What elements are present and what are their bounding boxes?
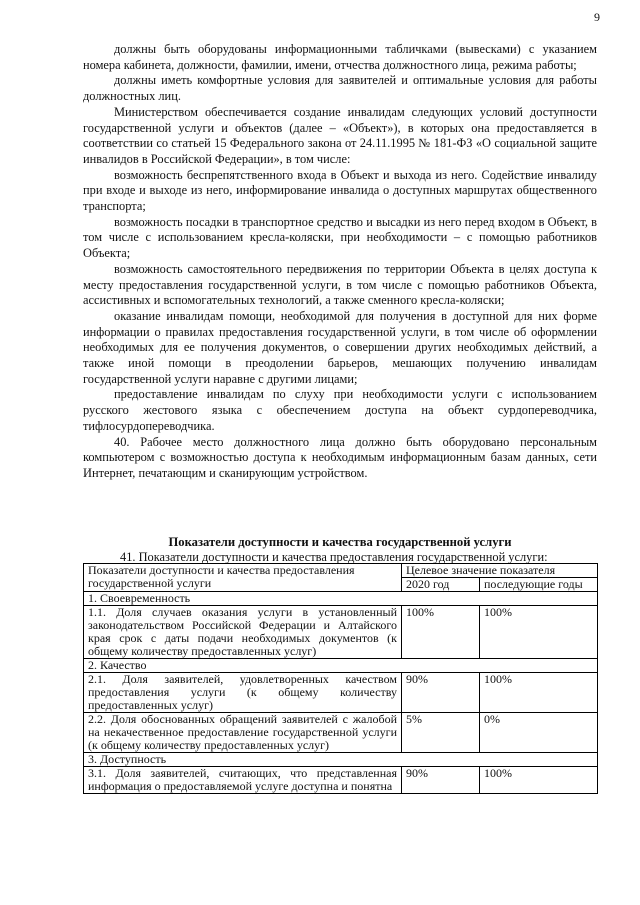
table-row [84,713,598,753]
table-header-row [84,564,598,578]
section-row [84,659,598,673]
indicator-text: 3.1. Доля заявителей, считающих, что представленная информация о предоставляемой услуге доступна и понятна [84,767,402,794]
paragraph: возможность беспрепятственного входа в Объект и выхода из него. Содействие инвалиду при входе и выходе из него, информирование инвалида о доступных маршрутах общественного транспорта; [83,167,597,214]
paragraph: Министерством обеспечивается создание инвалидам следующих условий доступности государственной услуги и объектов (далее – «Объект»), в которых она предоставляется в соответствии со статьей 15 Федерального закона от 24.11.1995 № 181-ФЗ «О социальной защите инвалидов в Российской Федерации», в том числе: [83,104,597,166]
value-2020: 90% [402,673,480,713]
indicator-header: Показатели доступности и качества предоставления государственной услуги [84,564,402,592]
later-years-header: последующие годы [480,578,598,592]
indicator-text: 1.1. Доля случаев оказания услуги в установленный законодательством Российской Федерации и Алтайского края срок с даты подачи необходимых документов (к общему количеству предоставленных услуг) [84,606,402,659]
section-heading: Показатели доступности и качества государственной услуги [168,535,512,549]
table-row [84,606,598,659]
value-later: 0% [480,713,598,753]
paragraph: 40. Рабочее место должностного лица должно быть оборудовано персональным компьютером с возможностью доступа к необходимым информационным базам данных, сети Интернет, печатающим и сканирующим устройством. [83,434,597,480]
section-row [84,753,598,767]
value-later: 100% [480,673,598,713]
page-number: 9 [594,10,600,24]
table-row [84,767,598,794]
target-value-header: Целевое значение показателя [402,564,598,578]
indicators-table [83,563,598,794]
indicator-text: 2.1. Доля заявителей, удовлетворенных качеством предоставления услуги (к общему количеству предоставленных услуг) [84,673,402,713]
value-later: 100% [480,767,598,794]
section-row [84,592,598,606]
paragraph: возможность самостоятельного передвижения по территории Объекта в целях доступа к месту предоставления государственной услуги, в том числе с помощью работников Объекта, ассистивных и вспомогательных технологий, а также сменного кресла-коляски; [83,261,597,308]
indicator-text: 2.2. Доля обоснованных обращений заявителей с жалобой на некачественное предоставление государственной услуги (к общему количеству предоставленных услуг) [84,713,402,753]
section-title: 2. Качество [84,659,598,673]
section-title: 3. Доступность [84,753,598,767]
year-2020-header: 2020 год [402,578,480,592]
value-2020: 100% [402,606,480,659]
table-caption: 41. Показатели доступности и качества предоставления государственной услуги: [120,550,548,564]
value-2020: 90% [402,767,480,794]
section-title: 1. Своевременность [84,592,598,606]
paragraph: предоставление инвалидам по слуху при необходимости услуги с использованием русского жестового языка с обеспечением доступа на объект сурдопереводчика, тифлосурдопереводчика. [83,387,597,433]
paragraph: оказание инвалидам помощи, необходимой для получения в доступной для них форме информации о правилах предоставления государственной услуги, в том числе об оформлении необходимых для ее получения документов, о совершении других необходимых действий, а также иной помощи в преодолении барьеров, мешающих получению инвалидам государственной услуги наравне с другими лицами; [83,308,597,386]
body-text [83,42,597,482]
paragraph: возможность посадки в транспортное средство и высадки из него перед входом в Объект, в том числе с использованием кресла-коляски, при необходимости – с помощью работников Объекта; [83,214,597,261]
value-2020: 5% [402,713,480,753]
table-row [84,673,598,713]
paragraph: должны быть оборудованы информационными табличками (вывесками) с указанием номера кабинета, должности, фамилии, имени, отчества должностного лица, режима работы; [83,42,597,72]
value-later: 100% [480,606,598,659]
paragraph: должны иметь комфортные условия для заявителей и оптимальные условия для работы должностных лиц. [83,73,597,104]
